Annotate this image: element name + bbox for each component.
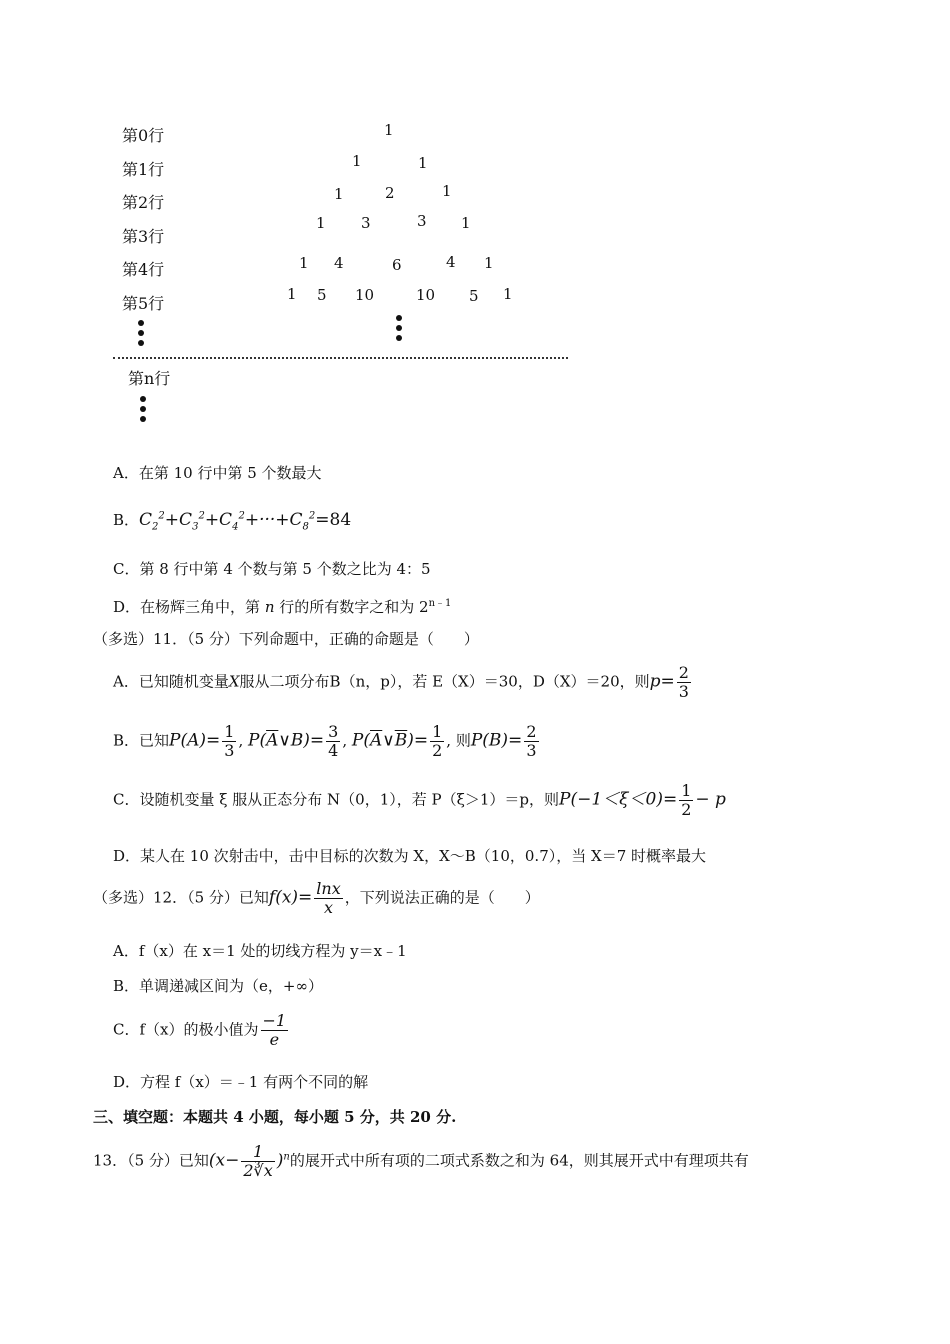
tri-r3-c2: 3 — [417, 212, 427, 230]
q11-option-c — [113, 782, 726, 819]
q10-option-d-mid: 行的所有数字之和为 2 — [279, 598, 429, 616]
q12-option-a: A．f（x）在 x＝1 处的切线方程为 y＝x﹣1 — [113, 942, 407, 960]
q11-a-num: 2 — [678, 663, 689, 682]
tri-r5-c0: 1 — [287, 285, 297, 303]
tri-r5-c2: 10 — [355, 286, 375, 304]
q11-option-d: D．某人在 10 次射击中，击中目标的次数为 X，X～B（10，0.7），当 X＝7 时概率最大 — [113, 847, 707, 865]
q11-a-p: p — [649, 671, 661, 692]
q12-stem-func: f(x)= — [268, 887, 313, 908]
tri-r5-c3: 10 — [416, 286, 436, 304]
q12-stem-den: x — [324, 898, 334, 917]
q12-stem-tail: ，下列说法正确的是（ ） — [344, 888, 540, 907]
q11-b-text: B．已知 — [113, 731, 170, 750]
tri-r3-c3: 1 — [461, 214, 471, 232]
tri-r2-c0: 1 — [334, 185, 344, 203]
q10-option-b-result: =84 — [315, 510, 352, 530]
q10-option-d-prefix: D．在杨辉三角中，第 — [113, 598, 261, 616]
section-3-heading: 三、填空题：本题共 4 小题，每小题 5 分，共 20 分. — [93, 1108, 457, 1126]
q10-option-a: A．在第 10 行中第 5 个数最大 — [113, 464, 322, 482]
row-label-4: 第4行 — [122, 260, 165, 279]
row-label-n: 第n行 — [128, 369, 171, 388]
tri-r1-c0: 1 — [352, 152, 362, 170]
q10-option-d-n: n — [264, 598, 275, 616]
q12-stem-num: lnx — [316, 879, 341, 898]
q13-prefix: 13．（5 分）已知 — [93, 1151, 209, 1170]
tri-r4-c2: 6 — [392, 256, 402, 274]
q12-c-den: e — [269, 1030, 280, 1049]
tri-r3-c1: 3 — [361, 214, 371, 232]
row-label-0: 第0行 — [122, 126, 165, 145]
q11-a-eq: = — [660, 671, 675, 692]
q10-option-d — [113, 594, 451, 617]
q11-stem: （多选）11．（5 分）下列命题中，正确的命题是（ ） — [93, 630, 479, 648]
tri-r2-c1: 2 — [385, 184, 395, 202]
q12-option-d: D．方程 f（x）＝﹣1 有两个不同的解 — [113, 1073, 369, 1091]
q10-option-b-prefix: B． — [113, 511, 140, 529]
q13-tail: 的展开式中所有项的二项式系数之和为 64，则其展开式中有理项共有 — [289, 1151, 749, 1170]
q11-c-text: C．设随机变量 ξ 服从正态分布 N（0，1），若 P（ξ＞1）＝p，则 — [113, 790, 560, 809]
q12-c-num: −1 — [262, 1011, 287, 1030]
tri-r4-c1: 4 — [334, 254, 344, 272]
tri-r2-c2: 1 — [442, 182, 452, 200]
q11-a-x: X — [228, 672, 240, 691]
tri-r0-c0: 1 — [384, 121, 394, 139]
q10-option-c: C．第 8 行中第 4 个数与第 5 个数之比为 4：5 — [113, 560, 431, 578]
vertical-ellipsis-bottom — [140, 396, 146, 426]
q11-c-tail: − p — [695, 789, 726, 810]
q11-a-mid: 服从二项分布 — [239, 672, 330, 691]
q12-stem — [93, 880, 540, 917]
q12-option-c — [113, 1012, 290, 1049]
tri-r5-c1: 5 — [317, 286, 327, 304]
q11-option-b: B．已知P(A)= $\frac{1}{3}$ , $P(\overline{A}\vee B)=$ $\frac{3}{4}$ , $P(\overline{A}\vee\overline{B})=$ $\frac{1}{2}$ , 则P(B)= $\frac{2}{3}$ — [113, 722, 537, 760]
row-label-3: 第3行 — [122, 227, 165, 246]
q12-option-b: B．单调递减区间为（e，+∞） — [113, 977, 323, 995]
tri-r5-c4: 5 — [469, 287, 479, 305]
q11-b-then: 则 — [455, 731, 471, 750]
q13-stem: 13．（5 分）已知(x− $\frac{1}{2∛x}$ )$^n$的展开式中所有项的二项式系数之和为 64，则其展开式中有理项共有 — [93, 1142, 749, 1180]
tri-r4-c0: 1 — [299, 254, 309, 272]
vertical-ellipsis-center — [396, 315, 402, 345]
q11-option-a — [113, 664, 693, 701]
q12-stem-prefix: （多选）12．（5 分）已知 — [93, 888, 269, 907]
tri-r1-c1: 1 — [418, 154, 428, 172]
tri-r4-c4: 1 — [484, 254, 494, 272]
tri-r4-c3: 4 — [446, 253, 456, 271]
row-label-1: 第1行 — [122, 160, 165, 179]
vertical-ellipsis-left — [138, 320, 144, 350]
q11-c-num: 1 — [681, 781, 692, 800]
row-label-2: 第2行 — [122, 193, 165, 212]
q12-c-text: C．f（x）的极小值为 — [113, 1020, 259, 1039]
q11-c-expr: P(−1＜ξ＜0)= — [559, 789, 678, 810]
tri-r5-c5: 1 — [503, 285, 513, 303]
q11-a-text: A．已知随机变量 — [113, 672, 229, 691]
dotted-divider — [113, 357, 568, 359]
q11-a-den: 3 — [678, 682, 689, 701]
q11-c-den: 2 — [681, 800, 692, 819]
tri-r3-c0: 1 — [316, 214, 326, 232]
q10-option-b: B．$C_2^2+C_3^2+C_4^2+\cdot\cdot\cdot+C_8^2=84$ — [113, 510, 352, 533]
q11-a-b: B（n，p），若 E（X）＝30，D（X）＝20，则 — [329, 672, 650, 691]
q10-option-d-exp: n﹣1 — [428, 598, 452, 609]
row-label-5: 第5行 — [122, 294, 165, 313]
